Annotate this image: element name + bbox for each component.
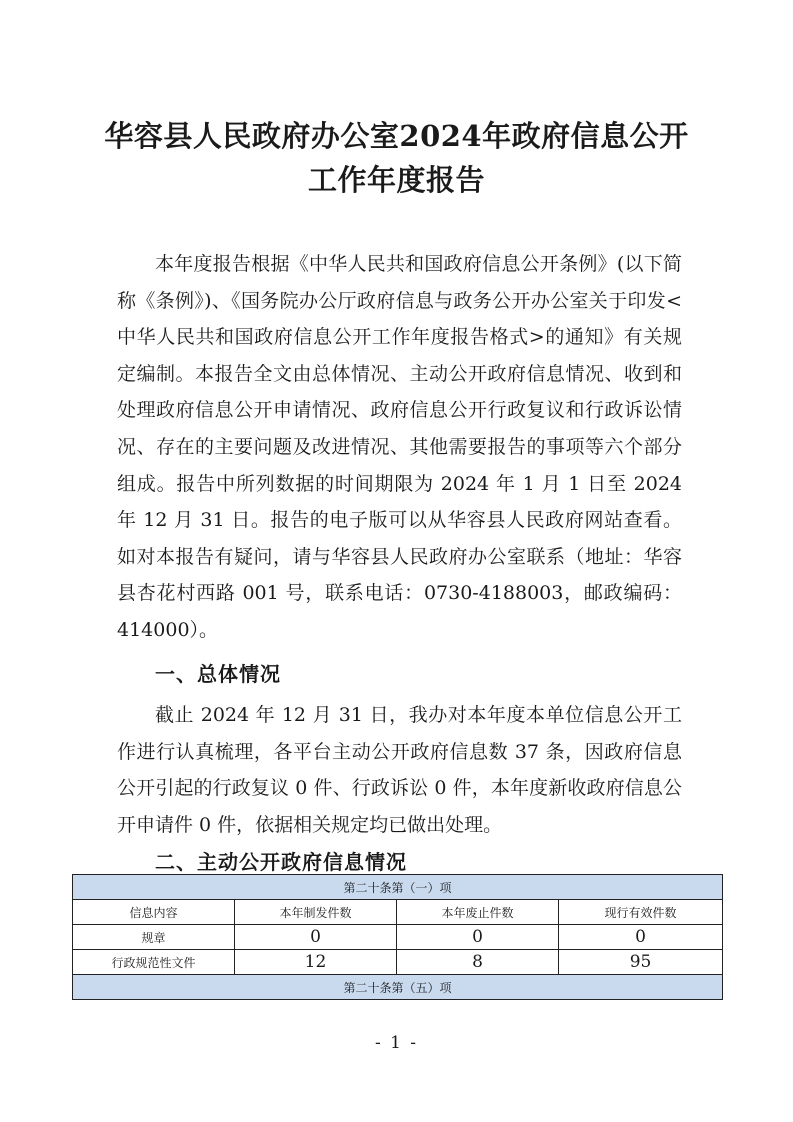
disclosure-table [72, 874, 723, 1000]
table-header-row [73, 900, 723, 925]
section-heading-proactive-disclosure: 二、主动公开政府信息情况 [155, 850, 407, 874]
table-header-cell: 本年废止件数 [397, 900, 559, 925]
overview-paragraph: 截止 2024 年 12 月 31 日，我办对本年度本单位信息公开工作进行认真梳理，各平台主动公开政府信息数 37 条，因政府信息公开引起的行政复议 0 件、行政诉讼 0 件，本年度新收政府信息公开申请件 0 件，依据相关规定均已做出处理。 [117, 704, 682, 836]
section-heading-overview: 一、总体情况 [155, 662, 281, 686]
table-header-cell: 本年制发件数 [235, 900, 397, 925]
intro-paragraph: 本年度报告根据《中华人民共和国政府信息公开条例》(以下简称《条例》)、《国务院办公厅政府信息与政务公开办公室关于印发<中华人民共和国政府信息公开工作年度报告格式>的通知》有关规定编制。本报告全文由总体情况、主动公开政府信息情况、收到和处理政府信息公开申请情况、政府信息公开行政复议和行政诉讼情况、存在的主要问题及改进情况、其他需要报告的事项等六个部分组成。报告中所列数据的时间期限为 2024 年 1 月 1 日至 2024 年 12 月 31 日。报告的电子版可以从华容县人民政府网站查看。如对本报告有疑问，请与华容县人民政府办公室联系（地址：华容县杏花村西路 001 号，联系电话：0730-4188003，邮政编码：414000）。 [117, 253, 682, 641]
page-number: - 1 - [374, 1033, 419, 1053]
table-row-label: 行政规范性文件 [73, 950, 235, 975]
table-cell-issued: 12 [235, 950, 397, 975]
report-title [60, 114, 733, 202]
table-band-row [73, 875, 723, 900]
table-cell-repealed: 8 [397, 950, 559, 975]
table-row [73, 925, 723, 950]
table-cell-valid: 95 [559, 950, 723, 975]
table-row-label: 规章 [73, 925, 235, 950]
table-header-cell: 现行有效件数 [559, 900, 723, 925]
table-band-row [73, 975, 723, 1000]
table-header-cell: 信息内容 [73, 900, 235, 925]
report-title-line2: 工作年度报告 [307, 163, 485, 197]
table-cell-issued: 0 [235, 925, 397, 950]
report-title-line1: 华容县人民政府办公室2024年政府信息公开 [104, 119, 689, 153]
table-cell-repealed: 0 [397, 925, 559, 950]
table-cell-valid: 0 [559, 925, 723, 950]
table-band-article-20-1: 第二十条第（一）项 [73, 875, 723, 900]
table-row [73, 950, 723, 975]
table-band-article-20-5: 第二十条第（五）项 [73, 975, 723, 1000]
